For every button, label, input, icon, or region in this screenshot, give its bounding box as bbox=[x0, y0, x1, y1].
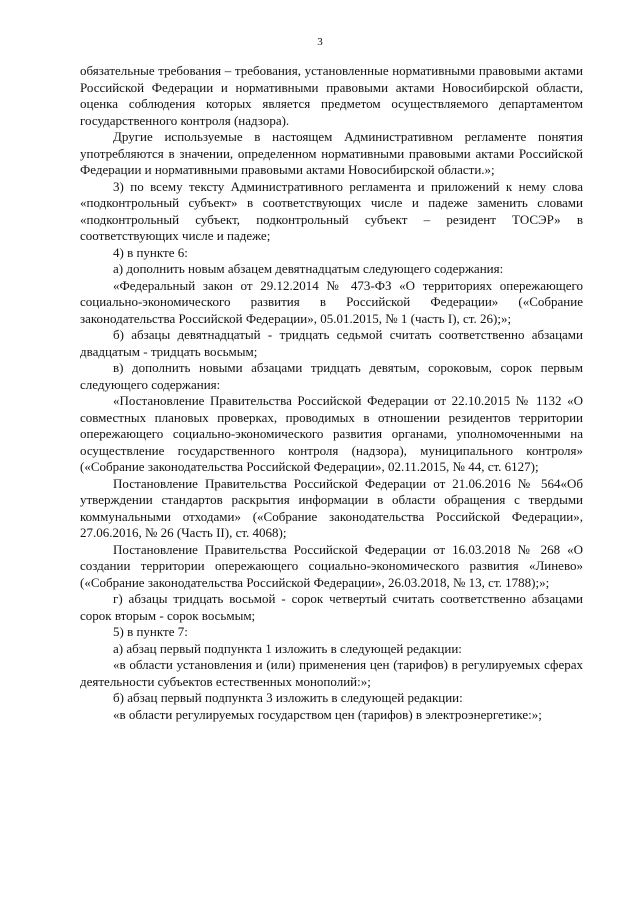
page-number: 3 bbox=[317, 36, 323, 48]
paragraph: «в области регулируемых государством цен (тарифов) в электроэнергетике:»; bbox=[113, 706, 542, 722]
paragraph: б) абзац первый подпункта 3 изложить в следующей редакции: bbox=[113, 690, 463, 705]
paragraph: Постановление Правительства Российской Федерации от 21.06.2016 № 564«Об утверждении стандартов раскрытия информации в области обращения с твердыми коммунальными отходами» («Собрание законодательства Российской Федерации», 27.06.2016, № 26 (Часть II), ст. 4068); bbox=[80, 475, 583, 540]
paragraph: а) дополнить новым абзацем девятнадцатым следующего содержания: bbox=[113, 261, 504, 276]
paragraph: 4) в пункте 6: bbox=[113, 244, 188, 260]
paragraph: «Федеральный закон от 29.12.2014 № 473-ФЗ «О территориях опережающего социально-экономического развития в Российской Федерации» («Собрание законодательства Российской Федерации», 05.01.2015, № 1 (часть I), ст. 26);»; bbox=[80, 277, 583, 326]
paragraph: 5) в пункте 7: bbox=[113, 624, 188, 639]
paragraph: «в области установления и (или) применения цен (тарифов) в регулируемых сферах деятельности субъектов естественных монополий:»; bbox=[80, 657, 583, 689]
paragraph: 3) по всему тексту Административного регламента и приложений к нему слова «подконтрольный субъект» в соответствующих числе и падеже заменить словами «подконтрольный субъект, подконтрольный субъект – резидент ТОСЭР» в соответствующих числе и падеже; bbox=[80, 178, 583, 243]
paragraph: Другие используемые в настоящем Административном регламенте понятия употребляются в значении, определенном нормативными правовыми актами Российской Федерации и нормативными правовыми актами Новосибирской области.»; bbox=[80, 129, 583, 177]
paragraph: обязательные требования – требования, установленные нормативными правовыми актами Российской Федерации и нормативными правовыми актами Новосибирской области, оценка соблюдения которых является предметом осуществляемого департаментом государственного контроля (надзора). bbox=[80, 63, 583, 128]
paragraph: а) абзац первый подпункта 1 изложить в следующей редакции: bbox=[113, 640, 462, 656]
paragraph: б) абзацы девятнадцатый - тридцать седьмой считать соответственно абзацами двадцатым - тридцать восьмым; bbox=[80, 327, 583, 359]
paragraph: «Постановление Правительства Российской Федерации от 22.10.2015 № 1132 «О совместных плановых проверках, проводимых в отношении резидентов территории опережающего социально-экономического развития органами, уполномоченными на осуществление государственного контроля (надзора), муниципального контроля» («Собрание законодательства Российской Федерации», 02.11.2015, № 44, ст. 6127); bbox=[80, 393, 583, 474]
paragraph: в) дополнить новыми абзацами тридцать девятым, сороковым, сорок первым следующего содержания: bbox=[80, 360, 583, 392]
paragraph: Постановление Правительства Российской Федерации от 16.03.2018 № 268 «О создании территории опережающего социально-экономического развития «Линево» («Собрание законодательства Российской Федерации», 26.03.2018, № 13, ст. 1788);»; bbox=[80, 541, 583, 590]
paragraph: г) абзацы тридцать восьмой - сорок четвертый считать соответственно абзацами сорок вторым - сорок восьмым; bbox=[80, 591, 583, 623]
document-body bbox=[80, 63, 583, 723]
